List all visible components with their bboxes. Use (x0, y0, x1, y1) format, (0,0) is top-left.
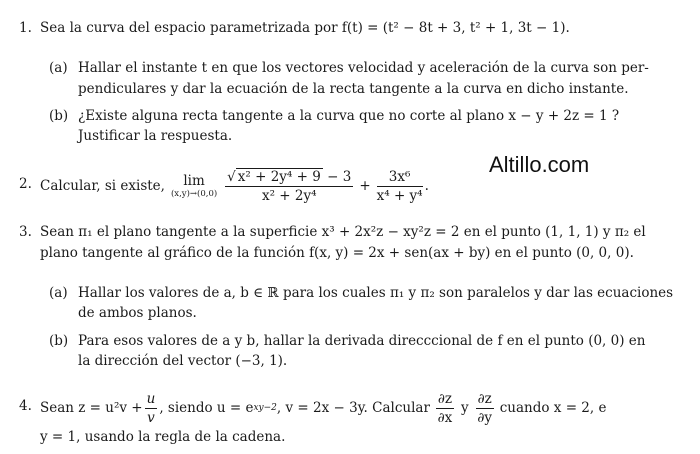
part-label: (a) (49, 285, 68, 301)
question-number: 3. (19, 224, 32, 240)
fraction-numerator: u (146, 390, 156, 407)
fraction-numerator: 3x⁶ (377, 169, 423, 187)
fraction-denominator: x⁴ + y⁴ (376, 187, 423, 204)
fraction-numerator: ∂z (477, 390, 492, 407)
limit-word: lim (183, 172, 205, 189)
numerator-rest: − 3 (327, 168, 352, 185)
question-4 (0, 385, 700, 431)
fraction-numerator: ∂z (437, 390, 452, 407)
period: . (424, 178, 429, 194)
text-segment: Sean z = u²v + (40, 400, 143, 416)
radicand: x² + 2y⁴ + 9 (237, 168, 321, 185)
limit-subscript: (x,y)→(0,0) (170, 188, 218, 199)
question-2 (0, 160, 700, 212)
fraction-denominator: ∂y (477, 409, 492, 426)
exponent: xy−2 (253, 403, 277, 413)
fraction-1 (225, 169, 353, 204)
partial-dz-dy (476, 391, 494, 426)
text-segment: y (461, 400, 469, 416)
part-label: (b) (49, 108, 69, 124)
fraction-denominator: ∂x (437, 409, 453, 426)
limit-operator (171, 173, 217, 200)
part-line: ¿Existe alguna recta tangente a la curva que no corte al plano x − y + 2z = 1 ? (78, 108, 620, 124)
partial-dz-dx (436, 391, 454, 426)
part-line: Hallar el instante t en que los vectores velocidad y aceleración de la curva son per- (78, 60, 649, 76)
part-label: (b) (49, 333, 69, 349)
part-line: la dirección del vector (−3, 1). (78, 353, 288, 369)
text-segment: , siendo u = e (159, 400, 254, 416)
part-line: Hallar los valores de a, b ∈ ℝ para los cuales π₁ y π₂ son paralelos y dar las ecuaciones (78, 285, 674, 301)
text-segment: cuando x = 2, e (499, 400, 607, 416)
question-line: y = 1, usando la regla de la cadena. (40, 429, 286, 445)
question-number: 4. (19, 398, 32, 414)
question-line: Sean π₁ el plano tangente a la superficie x³ + 2x²z − xy²z = 2 en el punto (1, 1, 1) y π₂ el (40, 224, 646, 240)
question-line: plano tangente al gráfico de la función f(x, y) = 2x + sen(ax + by) en el punto (0, 0, 0). (40, 245, 634, 261)
fraction-numerator: √ x² + 2y⁴ + 9 − 3 (227, 168, 352, 185)
question-number: 1. (19, 20, 32, 36)
question-number: 2. (19, 176, 32, 192)
text-segment: , v = 2x − 3y. Calcular (276, 400, 430, 416)
fraction-denominator: v (147, 409, 155, 426)
fraction-denominator: x² + 2y⁴ (261, 187, 317, 204)
part-label: (a) (49, 60, 68, 76)
watermark: Altillo.com (489, 152, 590, 177)
fraction-u-over-v (145, 391, 158, 426)
part-line: Para esos valores de a y b, hallar la derivada direcccional de f en el punto (0, 0) en (78, 333, 646, 349)
fraction-2 (377, 169, 423, 204)
part-line: Justificar la respuesta. (78, 128, 233, 144)
part-line: de ambos planos. (78, 305, 197, 321)
question-prefix: Calcular, si existe, (40, 178, 165, 194)
question-statement: Sea la curva del espacio parametrizada por f(t) = (t² − 8t + 3, t² + 1, 3t − 1). (40, 20, 570, 36)
plus-sign: + (359, 178, 371, 194)
part-line: pendiculares y dar la ecuación de la recta tangente a la curva en dicho instante. (78, 81, 629, 97)
